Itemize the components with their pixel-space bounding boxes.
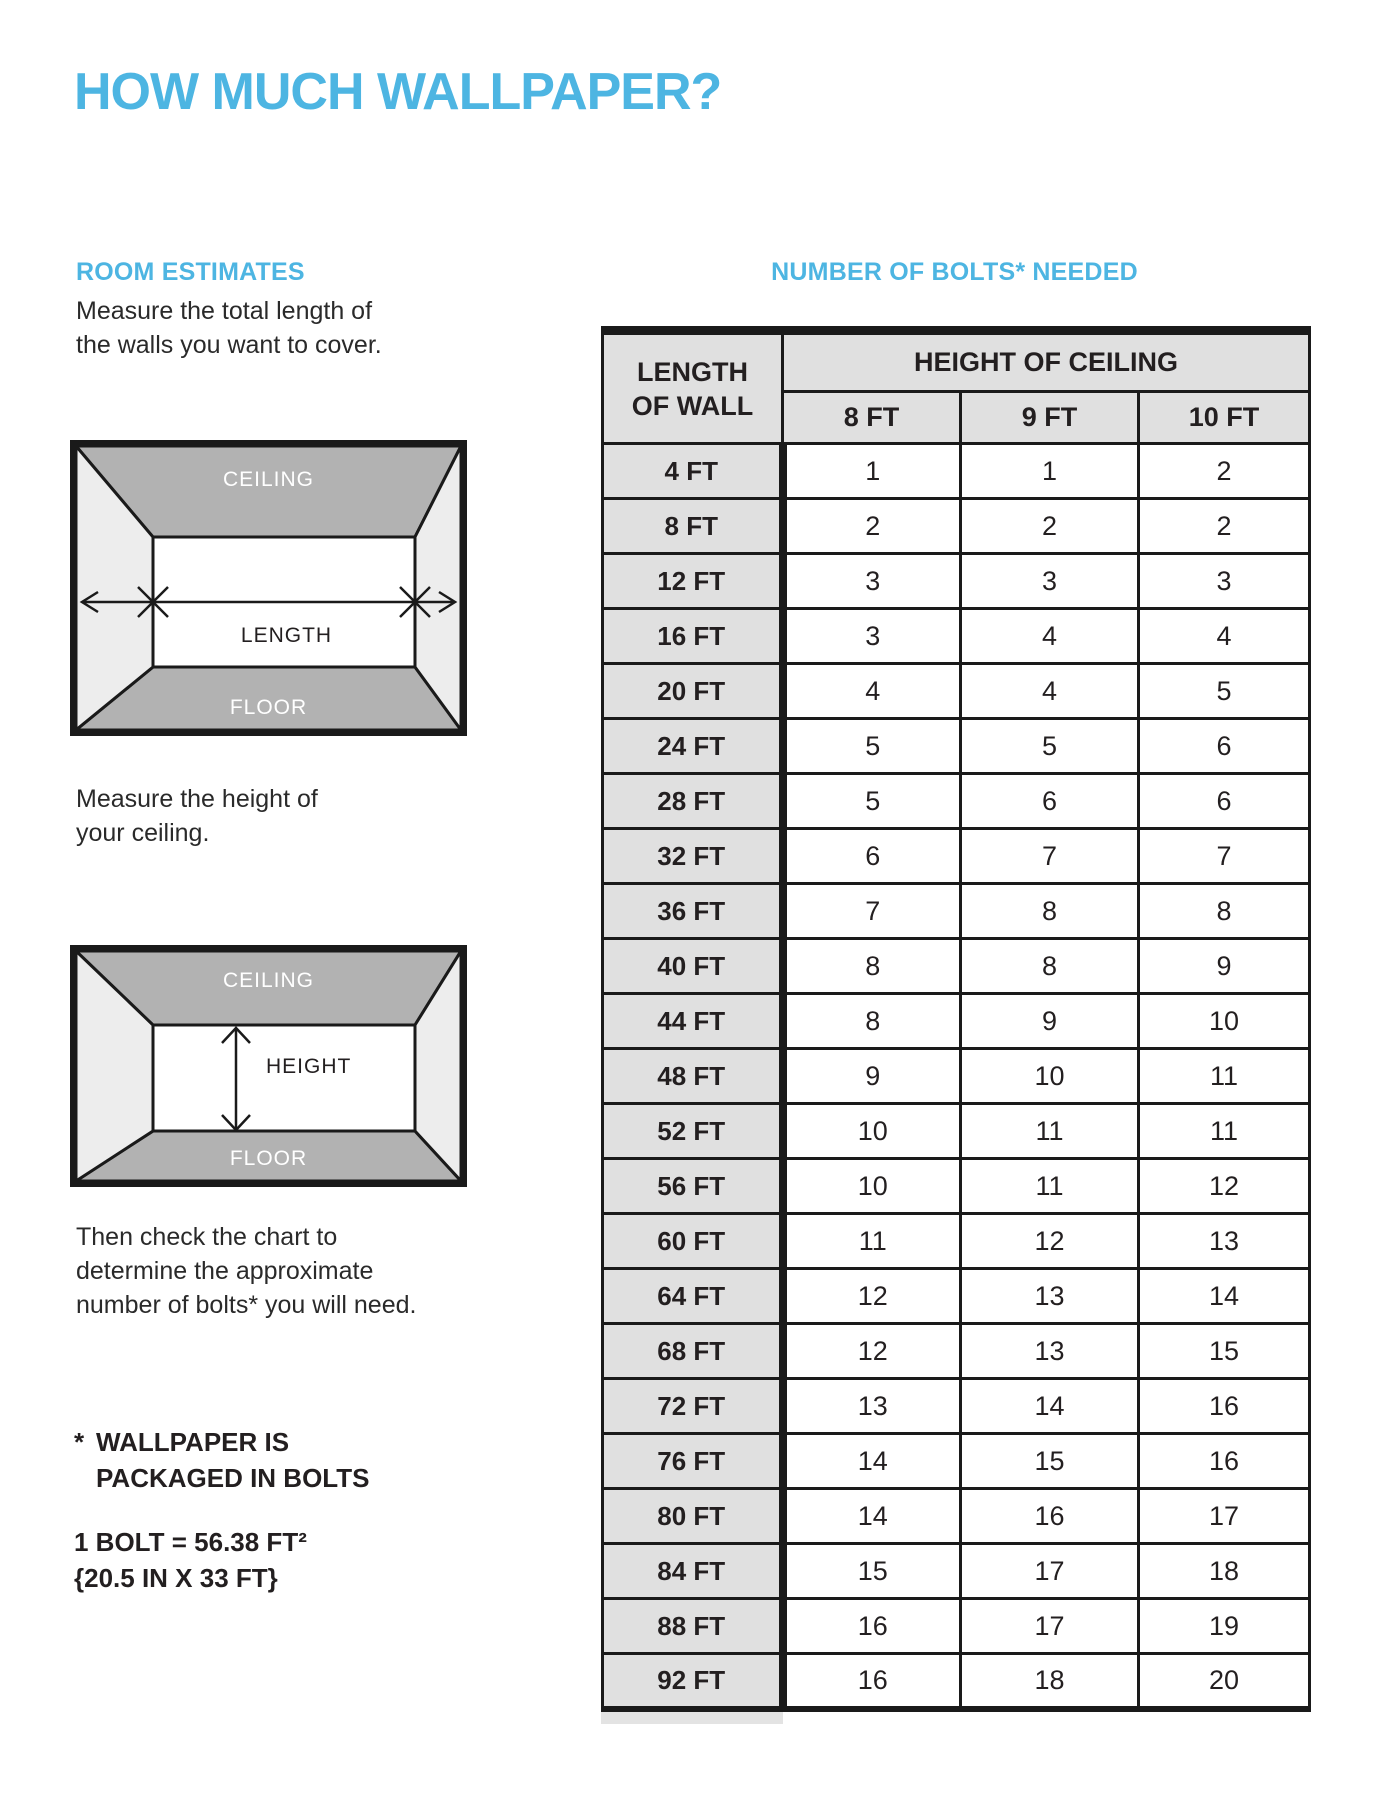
bolts-value-cell: 14 <box>783 1434 961 1489</box>
bolts-value-cell: 13 <box>783 1379 961 1434</box>
wall-length-cell: 72 FT <box>603 1379 783 1434</box>
table-row <box>603 994 1310 1049</box>
table-row <box>603 1049 1310 1104</box>
bolts-value-cell: 5 <box>961 719 1139 774</box>
bolts-value-cell: 15 <box>961 1434 1139 1489</box>
bolts-value-cell: 8 <box>1139 884 1310 939</box>
table-row <box>603 884 1310 939</box>
paragraph-line: number of bolts* you will need. <box>76 1291 417 1319</box>
room-length-diagram <box>70 440 467 736</box>
bolts-value-cell: 12 <box>1139 1159 1310 1214</box>
table-row <box>603 1654 1310 1709</box>
wall-length-cell: 32 FT <box>603 829 783 884</box>
table-row <box>603 1269 1310 1324</box>
ceiling-label: CEILING <box>222 969 315 992</box>
wall-length-cell: 36 FT <box>603 884 783 939</box>
paragraph-line: the walls you want to cover. <box>76 331 382 359</box>
wall-length-cell: 56 FT <box>603 1159 783 1214</box>
wall-length-cell: 88 FT <box>603 1599 783 1654</box>
paragraph-line: Measure the total length of <box>76 297 373 325</box>
bolts-value-cell: 4 <box>783 664 961 719</box>
footnote-asterisk: * <box>74 1427 85 1457</box>
bolts-value-cell: 12 <box>961 1214 1139 1269</box>
bolts-value-cell: 8 <box>783 994 961 1049</box>
bolts-value-cell: 11 <box>1139 1104 1310 1159</box>
bolts-value-cell: 13 <box>961 1324 1139 1379</box>
table-row <box>603 1104 1310 1159</box>
bolts-value-cell: 6 <box>783 829 961 884</box>
table-row <box>603 609 1310 664</box>
table-row <box>603 1379 1310 1434</box>
bolts-value-cell: 16 <box>961 1489 1139 1544</box>
measure-height-paragraph <box>76 782 318 850</box>
bolt-size-line: 1 BOLT = 56.38 FT² <box>74 1527 307 1557</box>
bolts-value-cell: 11 <box>961 1104 1139 1159</box>
length-of-wall-header: LENGTH OF WALL <box>603 331 783 444</box>
bolts-value-cell: 4 <box>961 609 1139 664</box>
table-row <box>603 774 1310 829</box>
height-label: HEIGHT <box>266 1055 352 1078</box>
bolts-value-cell: 12 <box>783 1269 961 1324</box>
bolts-value-cell: 5 <box>783 719 961 774</box>
table-row <box>603 939 1310 994</box>
bolts-value-cell: 17 <box>961 1544 1139 1599</box>
bolts-value-cell: 4 <box>961 664 1139 719</box>
page-title: HOW MUCH WALLPAPER? <box>74 63 722 121</box>
table-row <box>603 444 1310 499</box>
bolts-value-cell: 17 <box>961 1599 1139 1654</box>
bolts-value-cell: 2 <box>1139 444 1310 499</box>
bolts-needed-heading: NUMBER OF BOLTS* NEEDED <box>771 258 1138 286</box>
table-row <box>603 1544 1310 1599</box>
wall-length-cell: 80 FT <box>603 1489 783 1544</box>
bolts-value-cell: 5 <box>1139 664 1310 719</box>
bolts-value-cell: 15 <box>1139 1324 1310 1379</box>
table-row <box>603 1434 1310 1489</box>
bolts-value-cell: 17 <box>1139 1489 1310 1544</box>
ceiling-label: CEILING <box>222 468 315 491</box>
table-row <box>603 664 1310 719</box>
table-row <box>603 1214 1310 1269</box>
bolts-value-cell: 16 <box>1139 1379 1310 1434</box>
room-height-diagram <box>70 945 467 1187</box>
bolts-value-cell: 18 <box>961 1654 1139 1709</box>
bolts-value-cell: 8 <box>961 939 1139 994</box>
floor-label: FLOOR <box>229 696 308 719</box>
ceiling-height-column-header: 10 FT <box>1139 392 1310 444</box>
table-row <box>603 1489 1310 1544</box>
table-row <box>603 829 1310 884</box>
bolts-value-cell: 10 <box>961 1049 1139 1104</box>
wallpaper-bolts-footnote <box>74 1424 369 1496</box>
bolts-value-cell: 11 <box>961 1159 1139 1214</box>
bolts-value-cell: 19 <box>1139 1599 1310 1654</box>
bolts-value-cell: 12 <box>783 1324 961 1379</box>
table-row <box>603 1159 1310 1214</box>
bolts-value-cell: 8 <box>961 884 1139 939</box>
bolts-value-cell: 7 <box>961 829 1139 884</box>
wall-length-cell: 40 FT <box>603 939 783 994</box>
wall-length-cell: 4 FT <box>603 444 783 499</box>
bolts-value-cell: 16 <box>783 1654 961 1709</box>
footnote-line: WALLPAPER IS <box>96 1427 290 1457</box>
table-row <box>603 554 1310 609</box>
table-row <box>603 499 1310 554</box>
bolts-value-cell: 18 <box>1139 1544 1310 1599</box>
wall-length-cell: 20 FT <box>603 664 783 719</box>
bolts-value-cell: 8 <box>783 939 961 994</box>
bolts-value-cell: 2 <box>1139 499 1310 554</box>
bolts-value-cell: 15 <box>783 1544 961 1599</box>
wall-length-cell: 68 FT <box>603 1324 783 1379</box>
paragraph-line: determine the approximate <box>76 1257 374 1285</box>
table-row <box>603 1324 1310 1379</box>
bolts-value-cell: 20 <box>1139 1654 1310 1709</box>
room-estimates-heading: ROOM ESTIMATES <box>76 258 305 286</box>
wall-length-cell: 60 FT <box>603 1214 783 1269</box>
bolts-value-cell: 16 <box>1139 1434 1310 1489</box>
bolt-table-body <box>603 444 1310 1709</box>
table-row <box>603 719 1310 774</box>
wall-length-cell: 52 FT <box>603 1104 783 1159</box>
bolts-value-cell: 13 <box>1139 1214 1310 1269</box>
bolts-value-cell: 9 <box>783 1049 961 1104</box>
bolts-value-cell: 6 <box>1139 774 1310 829</box>
table-row <box>603 1599 1310 1654</box>
bolts-value-cell: 14 <box>961 1379 1139 1434</box>
bolts-value-cell: 6 <box>961 774 1139 829</box>
wall-length-cell: 48 FT <box>603 1049 783 1104</box>
bolts-value-cell: 9 <box>1139 939 1310 994</box>
bolt-size-line: {20.5 IN X 33 FT} <box>74 1563 278 1593</box>
bolts-value-cell: 1 <box>961 444 1139 499</box>
bolts-value-cell: 6 <box>1139 719 1310 774</box>
footnote-line: PACKAGED IN BOLTS <box>96 1463 370 1493</box>
wall-length-cell: 12 FT <box>603 554 783 609</box>
bolts-value-cell: 7 <box>1139 829 1310 884</box>
bolts-value-cell: 14 <box>783 1489 961 1544</box>
wall-length-cell: 24 FT <box>603 719 783 774</box>
bolts-value-cell: 2 <box>783 499 961 554</box>
bolts-table-container <box>601 326 1308 1724</box>
table-bottom-accent <box>601 1712 783 1724</box>
bolts-value-cell: 3 <box>1139 554 1310 609</box>
bolts-value-cell: 9 <box>961 994 1139 1049</box>
paragraph-line: Measure the height of <box>76 785 318 813</box>
bolts-value-cell: 3 <box>961 554 1139 609</box>
wall-length-cell: 16 FT <box>603 609 783 664</box>
bolts-value-cell: 16 <box>783 1599 961 1654</box>
paragraph-line: your ceiling. <box>76 819 210 847</box>
bolt-size-info <box>74 1524 307 1596</box>
bolts-value-cell: 3 <box>783 609 961 664</box>
wall-length-cell: 44 FT <box>603 994 783 1049</box>
bolts-value-cell: 10 <box>783 1104 961 1159</box>
wall-length-cell: 92 FT <box>603 1654 783 1709</box>
bolts-value-cell: 14 <box>1139 1269 1310 1324</box>
check-chart-paragraph <box>76 1220 416 1322</box>
wall-length-cell: 84 FT <box>603 1544 783 1599</box>
ceiling-height-column-header: 8 FT <box>783 392 961 444</box>
wall-length-cell: 28 FT <box>603 774 783 829</box>
bolts-value-cell: 11 <box>1139 1049 1310 1104</box>
bolts-value-cell: 11 <box>783 1214 961 1269</box>
bolts-table <box>601 326 1311 1712</box>
bolts-value-cell: 13 <box>961 1269 1139 1324</box>
bolts-value-cell: 1 <box>783 444 961 499</box>
bolts-value-cell: 4 <box>1139 609 1310 664</box>
bolts-value-cell: 5 <box>783 774 961 829</box>
bolts-value-cell: 10 <box>783 1159 961 1214</box>
ceiling-height-column-header: 9 FT <box>961 392 1139 444</box>
floor-label: FLOOR <box>229 1147 308 1170</box>
bolts-value-cell: 10 <box>1139 994 1310 1049</box>
wall-length-cell: 64 FT <box>603 1269 783 1324</box>
length-label: LENGTH <box>240 624 333 647</box>
height-of-ceiling-header: HEIGHT OF CEILING <box>783 331 1310 392</box>
paragraph-line: Then check the chart to <box>76 1223 338 1251</box>
wall-length-cell: 8 FT <box>603 499 783 554</box>
measure-length-paragraph <box>76 294 382 362</box>
bolts-value-cell: 2 <box>961 499 1139 554</box>
bolts-value-cell: 7 <box>783 884 961 939</box>
wall-length-cell: 76 FT <box>603 1434 783 1489</box>
bolts-value-cell: 3 <box>783 554 961 609</box>
